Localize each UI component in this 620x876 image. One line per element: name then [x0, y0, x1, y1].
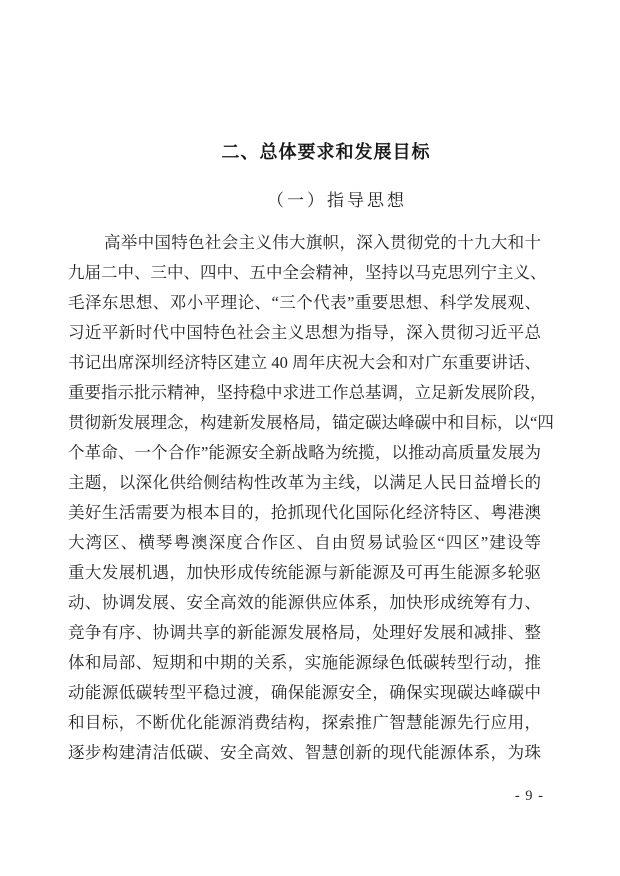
body-line: 高举中国特色社会主义伟大旗帜，深入贯彻党的十九大和十	[104, 233, 541, 252]
section-heading: 二、总体要求和发展目标	[221, 142, 431, 162]
body-line: 大湾区、横琴粤澳深度合作区、自由贸易试验区“四区”建设等	[68, 533, 541, 552]
body-line: 个革命、一个合作”能源安全新战略为统揽，以推动高质量发展为	[68, 443, 541, 462]
body-line: 贯彻新发展理念，构建新发展格局，锚定碳达峰碳中和目标，以“四	[68, 413, 554, 432]
body-line: 毛泽东思想、邓小平理论、“三个代表”重要思想、科学发展观、	[68, 293, 541, 312]
page-number: - 9 -	[514, 788, 544, 804]
body-line: 动能源低碳转型平稳过渡，确保能源安全，确保实现碳达峰碳中	[68, 683, 541, 702]
body-line: 竞争有序、协调共享的新能源发展格局，处理好发展和减排、整	[68, 623, 541, 642]
body-line: 重大发展机遇，加快形成传统能源与新能源及可再生能源多轮驱	[68, 563, 541, 582]
body-line: 动、协调发展、安全高效的能源供应体系，加快形成统筹有力、	[68, 593, 541, 612]
body-line: 重要指示批示精神，坚持稳中求进工作总基调，立足新发展阶段，	[68, 383, 547, 402]
body-line: 逐步构建清洁低碳、安全高效、智慧创新的现代能源体系，为珠	[68, 743, 541, 762]
body-line: 习近平新时代中国特色社会主义思想为指导，深入贯彻习近平总	[68, 323, 541, 342]
body-line: 美好生活需要为根本目的，抢抓现代化国际化经济特区、粤港澳	[68, 503, 541, 522]
body-line: 书记出席深圳经济特区建立 40 周年庆祝大会和对广东重要讲话、	[68, 353, 541, 372]
body-line: 和目标，不断优化能源消费结构，探索推广智慧能源先行应用，	[68, 713, 541, 732]
body-line: 九届二中、三中、四中、五中全会精神，坚持以马克思列宁主义、	[68, 263, 547, 282]
paragraph-guiding-ideology	[68, 228, 554, 768]
body-line: 主题，以深化供给侧结构性改革为主线，以满足人民日益增长的	[68, 473, 541, 492]
body-line: 体和局部、短期和中期的关系，实施能源绿色低碳转型行动，推	[68, 653, 541, 672]
subsection-heading: （一）指导思想	[267, 191, 407, 210]
